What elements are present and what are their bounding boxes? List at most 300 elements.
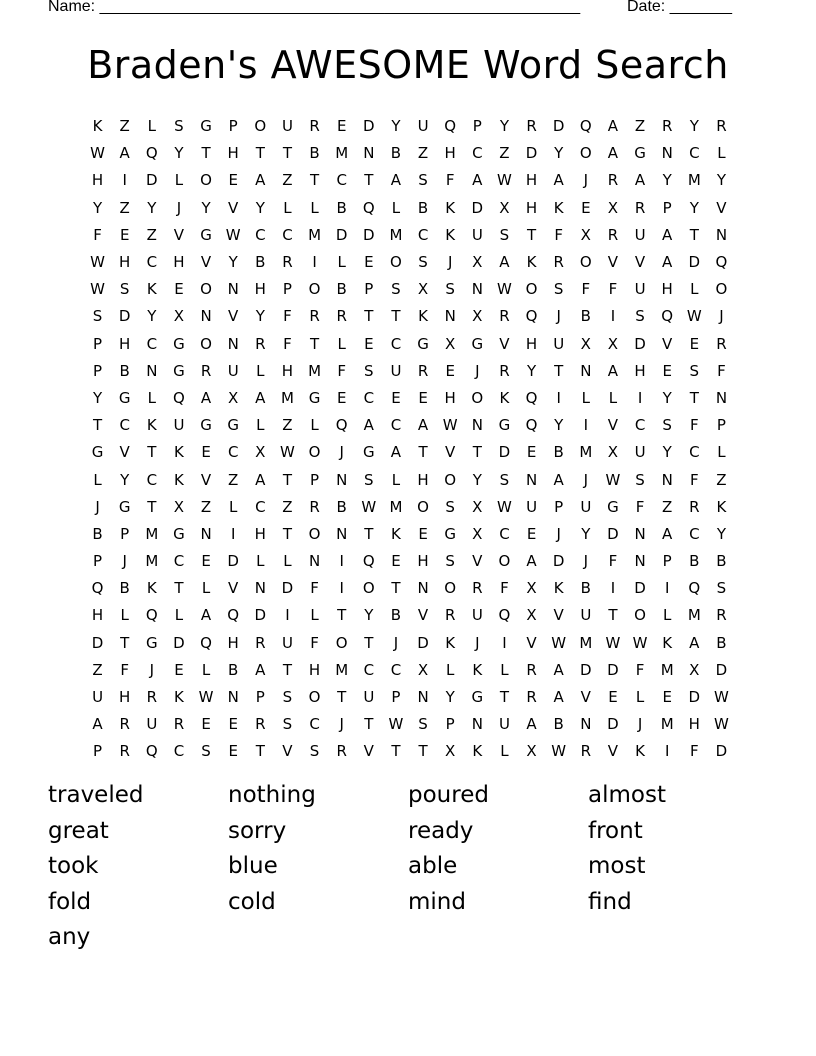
grid-letter: L — [229, 497, 238, 516]
grid-letter: X — [417, 660, 429, 679]
grid-letter: F — [500, 579, 509, 598]
grid-letter: D — [607, 524, 619, 543]
grid-letter: A — [553, 660, 564, 679]
grid-letter: D — [118, 307, 131, 326]
grid-letter: Q — [579, 117, 592, 136]
grid-letter: Q — [91, 579, 104, 598]
grid-letter: T — [364, 715, 374, 734]
grid-letter: B — [553, 715, 564, 734]
grid-letter: E — [662, 361, 672, 380]
grid-letter: A — [417, 416, 429, 435]
grid-letter: U — [92, 688, 104, 707]
grid-letter: C — [499, 524, 510, 543]
grid-letter: K — [445, 198, 456, 217]
grid-letter: V — [445, 443, 456, 462]
grid-letter: E — [581, 198, 591, 217]
grid-letter: U — [146, 715, 158, 734]
grid-letter: N — [715, 225, 728, 244]
grid-letter: C — [417, 225, 429, 244]
grid-letter: P — [120, 524, 130, 543]
grid-letter: T — [608, 606, 618, 625]
word-list-item: traveled — [48, 782, 144, 808]
grid-letter: G — [118, 497, 131, 516]
grid-letter: W — [388, 715, 404, 734]
grid-row — [84, 222, 735, 249]
grid-row — [84, 738, 735, 765]
grid-letter: R — [309, 117, 320, 136]
grid-letter: J — [176, 198, 182, 217]
grid-letter: H — [688, 715, 700, 734]
grid-letter: F — [608, 552, 618, 571]
grid-letter: Z — [146, 225, 157, 244]
grid-letter: N — [580, 361, 592, 380]
grid-letter: L — [337, 334, 346, 353]
word-list-item: any — [48, 924, 91, 951]
grid-letter: L — [337, 253, 346, 272]
grid-letter: L — [635, 688, 645, 707]
grid-row — [84, 684, 735, 711]
grid-letter: D — [91, 633, 104, 652]
grid-letter: M — [660, 660, 674, 679]
grid-letter: S — [553, 280, 564, 299]
grid-letter: H — [525, 171, 538, 190]
grid-letter: W — [90, 280, 105, 299]
grid-letter: S — [119, 280, 130, 299]
grid-letter: I — [556, 388, 561, 407]
grid-letter: S — [201, 742, 211, 761]
grid-letter: T — [499, 688, 510, 707]
grid-letter: L — [500, 660, 509, 679]
grid-letter: O — [417, 497, 429, 516]
grid-letter: P — [228, 117, 238, 136]
grid-letter: H — [525, 334, 538, 353]
grid-letter: J — [393, 633, 399, 652]
grid-letter: O — [308, 280, 321, 299]
grid-letter: G — [363, 443, 375, 462]
grid-letter: P — [554, 497, 564, 516]
grid-letter: Q — [661, 307, 674, 326]
grid-letter: F — [689, 470, 699, 489]
grid-letter: A — [92, 715, 103, 734]
grid-letter: Q — [525, 307, 538, 326]
grid-letter: R — [607, 225, 619, 244]
grid-letter: Y — [391, 117, 401, 136]
grid-letter: V — [173, 225, 185, 244]
grid-letter: G — [173, 361, 185, 380]
grid-letter: E — [174, 280, 184, 299]
grid-letter: R — [580, 742, 592, 761]
grid-letter: D — [688, 253, 701, 272]
grid-letter: Z — [200, 497, 212, 516]
grid-letter: Y — [554, 144, 564, 163]
grid-letter: B — [336, 280, 347, 299]
grid-letter: L — [391, 198, 401, 217]
grid-letter: D — [363, 225, 375, 244]
grid-letter: X — [607, 334, 619, 353]
grid-letter: Y — [662, 388, 672, 407]
grid-letter: Q — [715, 253, 728, 272]
grid-letter: K — [146, 579, 157, 598]
grid-letter: W — [90, 253, 105, 272]
word-list-item: most — [588, 853, 646, 880]
grid-letter: F — [445, 171, 455, 190]
grid-letter: B — [119, 579, 130, 598]
grid-letter: F — [689, 416, 699, 435]
grid-letter: D — [552, 552, 565, 571]
grid-letter: H — [173, 253, 185, 272]
grid-letter: C — [173, 552, 185, 571]
grid-letter: I — [339, 552, 344, 571]
grid-letter: R — [553, 253, 564, 272]
grid-letter: M — [308, 225, 322, 244]
grid-letter: N — [200, 524, 212, 543]
grid-letter: A — [472, 171, 483, 190]
grid-letter: F — [635, 497, 645, 516]
grid-letter: K — [418, 307, 428, 326]
grid-letter: S — [391, 280, 401, 299]
grid-letter: N — [227, 688, 239, 707]
grid-letter: V — [607, 253, 619, 272]
grid-letter: A — [607, 117, 619, 136]
grid-letter: Y — [499, 117, 510, 136]
grid-letter: E — [336, 117, 347, 136]
page-title: Braden's AWESOME Word Search — [87, 43, 729, 87]
grid-letter: L — [201, 579, 211, 598]
grid-letter: K — [174, 443, 184, 462]
grid-letter: Y — [526, 361, 537, 380]
grid-letter: E — [445, 361, 455, 380]
grid-letter: H — [661, 280, 673, 299]
grid-letter: N — [661, 144, 673, 163]
grid-letter: U — [634, 443, 646, 462]
grid-letter: T — [282, 470, 293, 489]
grid-letter: C — [282, 225, 293, 244]
grid-letter: P — [93, 361, 103, 380]
grid-letter: K — [553, 198, 564, 217]
grid-letter: L — [581, 388, 590, 407]
grid-letter: H — [119, 688, 131, 707]
grid-letter: E — [608, 688, 618, 707]
grid-letter: L — [147, 388, 156, 407]
grid-letter: C — [255, 225, 266, 244]
grid-letter: L — [310, 606, 319, 625]
grid-letter: W — [90, 144, 105, 163]
grid-letter: S — [635, 307, 645, 326]
grid-letter: A — [499, 253, 510, 272]
grid-letter: W — [497, 497, 512, 516]
grid-letter: N — [444, 307, 456, 326]
grid-letter: C — [689, 443, 700, 462]
grid-letter: N — [634, 552, 646, 571]
grid-letter: J — [339, 715, 344, 734]
grid-letter: J — [95, 497, 100, 516]
grid-letter: U — [471, 606, 483, 625]
grid-letter: W — [198, 688, 214, 707]
grid-letter: W — [225, 225, 241, 244]
grid-row — [84, 494, 735, 521]
grid-letter: S — [499, 225, 510, 244]
grid-letter: A — [662, 524, 673, 543]
grid-letter: L — [310, 198, 319, 217]
grid-letter: B — [580, 579, 591, 598]
grid-letter: N — [417, 688, 429, 707]
grid-letter: L — [717, 443, 726, 462]
grid-letter: J — [475, 361, 480, 380]
grid-letter: T — [391, 307, 401, 326]
word-list-item: mind — [408, 888, 466, 915]
grid-letter: A — [662, 225, 673, 244]
grid-letter: K — [553, 579, 564, 598]
grid-letter: C — [146, 470, 158, 489]
grid-letter: S — [635, 470, 645, 489]
grid-letter: V — [228, 307, 239, 326]
grid-letter: O — [579, 253, 592, 272]
grid-letter: J — [556, 307, 561, 326]
grid-letter: L — [174, 171, 184, 190]
grid-letter: S — [309, 742, 320, 761]
grid-letter: P — [364, 280, 374, 299]
grid-letter: S — [662, 416, 672, 435]
grid-letter: L — [500, 742, 509, 761]
grid-letter: V — [716, 198, 727, 217]
grid-letter: D — [417, 633, 429, 652]
grid-letter: N — [417, 579, 429, 598]
grid-letter: D — [173, 633, 185, 652]
grid-letter: L — [690, 280, 699, 299]
grid-letter: T — [337, 688, 347, 707]
date-field: Date: _______ — [627, 0, 732, 15]
grid-letter: R — [255, 633, 266, 652]
grid-letter: Y — [445, 688, 455, 707]
grid-letter: R — [309, 497, 320, 516]
grid-letter: X — [499, 198, 510, 217]
grid-letter: Z — [499, 144, 510, 163]
grid-letter: J — [339, 443, 344, 462]
grid-letter: Y — [689, 117, 699, 136]
grid-letter: A — [390, 171, 402, 190]
grid-letter: A — [119, 144, 130, 163]
grid-letter: T — [120, 633, 130, 652]
grid-letter: R — [716, 606, 727, 625]
grid-letter: X — [472, 307, 483, 326]
grid-letter: M — [389, 225, 403, 244]
grid-letter: N — [661, 470, 673, 489]
grid-letter: C — [309, 715, 320, 734]
grid-letter: C — [173, 742, 185, 761]
grid-letter: K — [391, 524, 401, 543]
grid-letter: T — [472, 443, 482, 462]
grid-letter: X — [526, 742, 537, 761]
grid-letter: H — [254, 280, 266, 299]
grid-letter: Q — [498, 606, 511, 625]
grid-row — [84, 412, 735, 439]
grid-letter: Y — [689, 198, 699, 217]
grid-letter: L — [93, 470, 102, 489]
grid-letter: A — [553, 688, 564, 707]
grid-letter: J — [447, 253, 453, 272]
grid-letter: D — [607, 660, 619, 679]
grid-letter: Y — [120, 470, 130, 489]
grid-letter: K — [472, 660, 483, 679]
grid-letter: A — [255, 171, 266, 190]
grid-letter: B — [255, 253, 266, 272]
grid-row — [84, 711, 735, 738]
grid-letter: S — [716, 579, 727, 598]
grid-letter: B — [417, 198, 429, 217]
grid-letter: R — [417, 361, 429, 380]
grid-letter: O — [308, 688, 321, 707]
grid-letter: F — [310, 579, 319, 598]
grid-letter: A — [526, 552, 537, 571]
grid-letter: V — [282, 742, 293, 761]
word-list-item: ready — [408, 817, 474, 844]
grid-letter: Q — [444, 117, 457, 136]
word-list-item: great — [48, 817, 109, 844]
grid-letter: G — [118, 388, 131, 407]
grid-letter: T — [337, 606, 347, 625]
grid-letter: T — [526, 225, 537, 244]
grid-letter: W — [714, 688, 729, 707]
grid-letter: S — [499, 470, 510, 489]
grid-letter: R — [282, 253, 293, 272]
grid-letter: Z — [119, 117, 130, 136]
grid-letter: N — [715, 388, 728, 407]
grid-letter: B — [336, 198, 347, 217]
grid-letter: H — [417, 552, 429, 571]
grid-letter: A — [662, 253, 673, 272]
grid-row — [84, 249, 735, 276]
grid-letter: R — [499, 307, 510, 326]
grid-letter: A — [553, 171, 564, 190]
grid-letter: X — [417, 280, 429, 299]
grid-letter: B — [390, 144, 402, 163]
grid-letter: W — [280, 443, 295, 462]
grid-letter: J — [583, 470, 589, 489]
grid-letter: U — [390, 361, 402, 380]
word-list-item: able — [408, 853, 458, 880]
grid-letter: M — [579, 633, 593, 652]
grid-letter: I — [502, 633, 507, 652]
grid-letter: H — [91, 171, 104, 190]
grid-letter: C — [472, 144, 483, 163]
grid-letter: T — [689, 225, 699, 244]
grid-letter: C — [689, 524, 700, 543]
grid-letter: B — [119, 361, 130, 380]
grid-letter: R — [146, 688, 158, 707]
grid-letter: O — [444, 579, 457, 598]
grid-letter: O — [634, 606, 646, 625]
grid-letter: J — [475, 633, 480, 652]
grid-row — [84, 575, 735, 602]
grid-row — [84, 331, 735, 358]
grid-letter: D — [715, 660, 728, 679]
grid-letter: R — [526, 688, 537, 707]
grid-letter: T — [364, 524, 374, 543]
grid-letter: J — [583, 171, 589, 190]
grid-letter: Z — [92, 660, 103, 679]
grid-letter: A — [607, 144, 619, 163]
grid-letter: T — [282, 144, 293, 163]
grid-letter: V — [662, 334, 673, 353]
grid-letter: R — [661, 117, 673, 136]
grid-letter: T — [364, 633, 374, 652]
grid-letter: H — [444, 144, 456, 163]
grid-letter: A — [390, 443, 402, 462]
grid-letter: G — [200, 416, 212, 435]
grid-letter: H — [634, 361, 646, 380]
grid-letter: C — [363, 388, 375, 407]
grid-letter: T — [309, 334, 320, 353]
grid-letter: Y — [147, 198, 157, 217]
grid-letter: T — [255, 742, 265, 761]
grid-letter: A — [634, 171, 646, 190]
grid-letter: D — [254, 606, 267, 625]
word-list-item: fold — [48, 888, 92, 915]
grid-letter: R — [444, 606, 456, 625]
grid-row — [84, 113, 735, 140]
grid-letter: T — [282, 524, 293, 543]
grid-letter: W — [442, 416, 458, 435]
grid-letter: A — [689, 633, 700, 652]
grid-letter: F — [689, 742, 699, 761]
grid-letter: E — [418, 388, 428, 407]
grid-letter: O — [308, 443, 321, 462]
grid-letter: W — [686, 307, 702, 326]
grid-letter: B — [92, 524, 103, 543]
grid-letter: I — [637, 388, 643, 407]
grid-letter: K — [174, 470, 184, 489]
grid-letter: N — [227, 334, 239, 353]
word-list-item: find — [588, 888, 632, 915]
grid-letter: B — [689, 552, 700, 571]
grid-letter: X — [607, 443, 619, 462]
grid-letter: B — [580, 307, 591, 326]
grid-letter: E — [391, 388, 401, 407]
grid-letter: H — [308, 660, 321, 679]
word-list-item: front — [588, 817, 643, 844]
grid-letter: M — [145, 552, 159, 571]
grid-letter: Q — [200, 633, 212, 652]
grid-letter: W — [551, 633, 567, 652]
grid-letter: D — [525, 144, 538, 163]
grid-letter: C — [689, 144, 700, 163]
grid-letter: D — [634, 334, 646, 353]
grid-letter: T — [309, 171, 320, 190]
grid-letter: T — [554, 361, 564, 380]
grid-letter: I — [664, 742, 670, 761]
grid-letter: G — [607, 497, 619, 516]
grid-letter: L — [608, 388, 618, 407]
grid-letter: Z — [282, 416, 293, 435]
grid-letter: Q — [362, 198, 375, 217]
word-list-item: took — [48, 853, 99, 880]
grid-row — [84, 521, 735, 548]
grid-letter: T — [174, 579, 184, 598]
word-list — [48, 778, 768, 956]
grid-letter: J — [122, 552, 127, 571]
grid-letter: I — [610, 579, 616, 598]
grid-letter: N — [254, 579, 266, 598]
grid-letter: V — [228, 579, 239, 598]
grid-letter: C — [336, 171, 347, 190]
grid-letter: T — [364, 307, 374, 326]
grid-letter: V — [580, 688, 591, 707]
grid-letter: E — [228, 742, 238, 761]
grid-letter: O — [498, 552, 511, 571]
grid-letter: P — [662, 552, 672, 571]
grid-letter: Q — [145, 606, 158, 625]
grid-letter: A — [526, 715, 537, 734]
